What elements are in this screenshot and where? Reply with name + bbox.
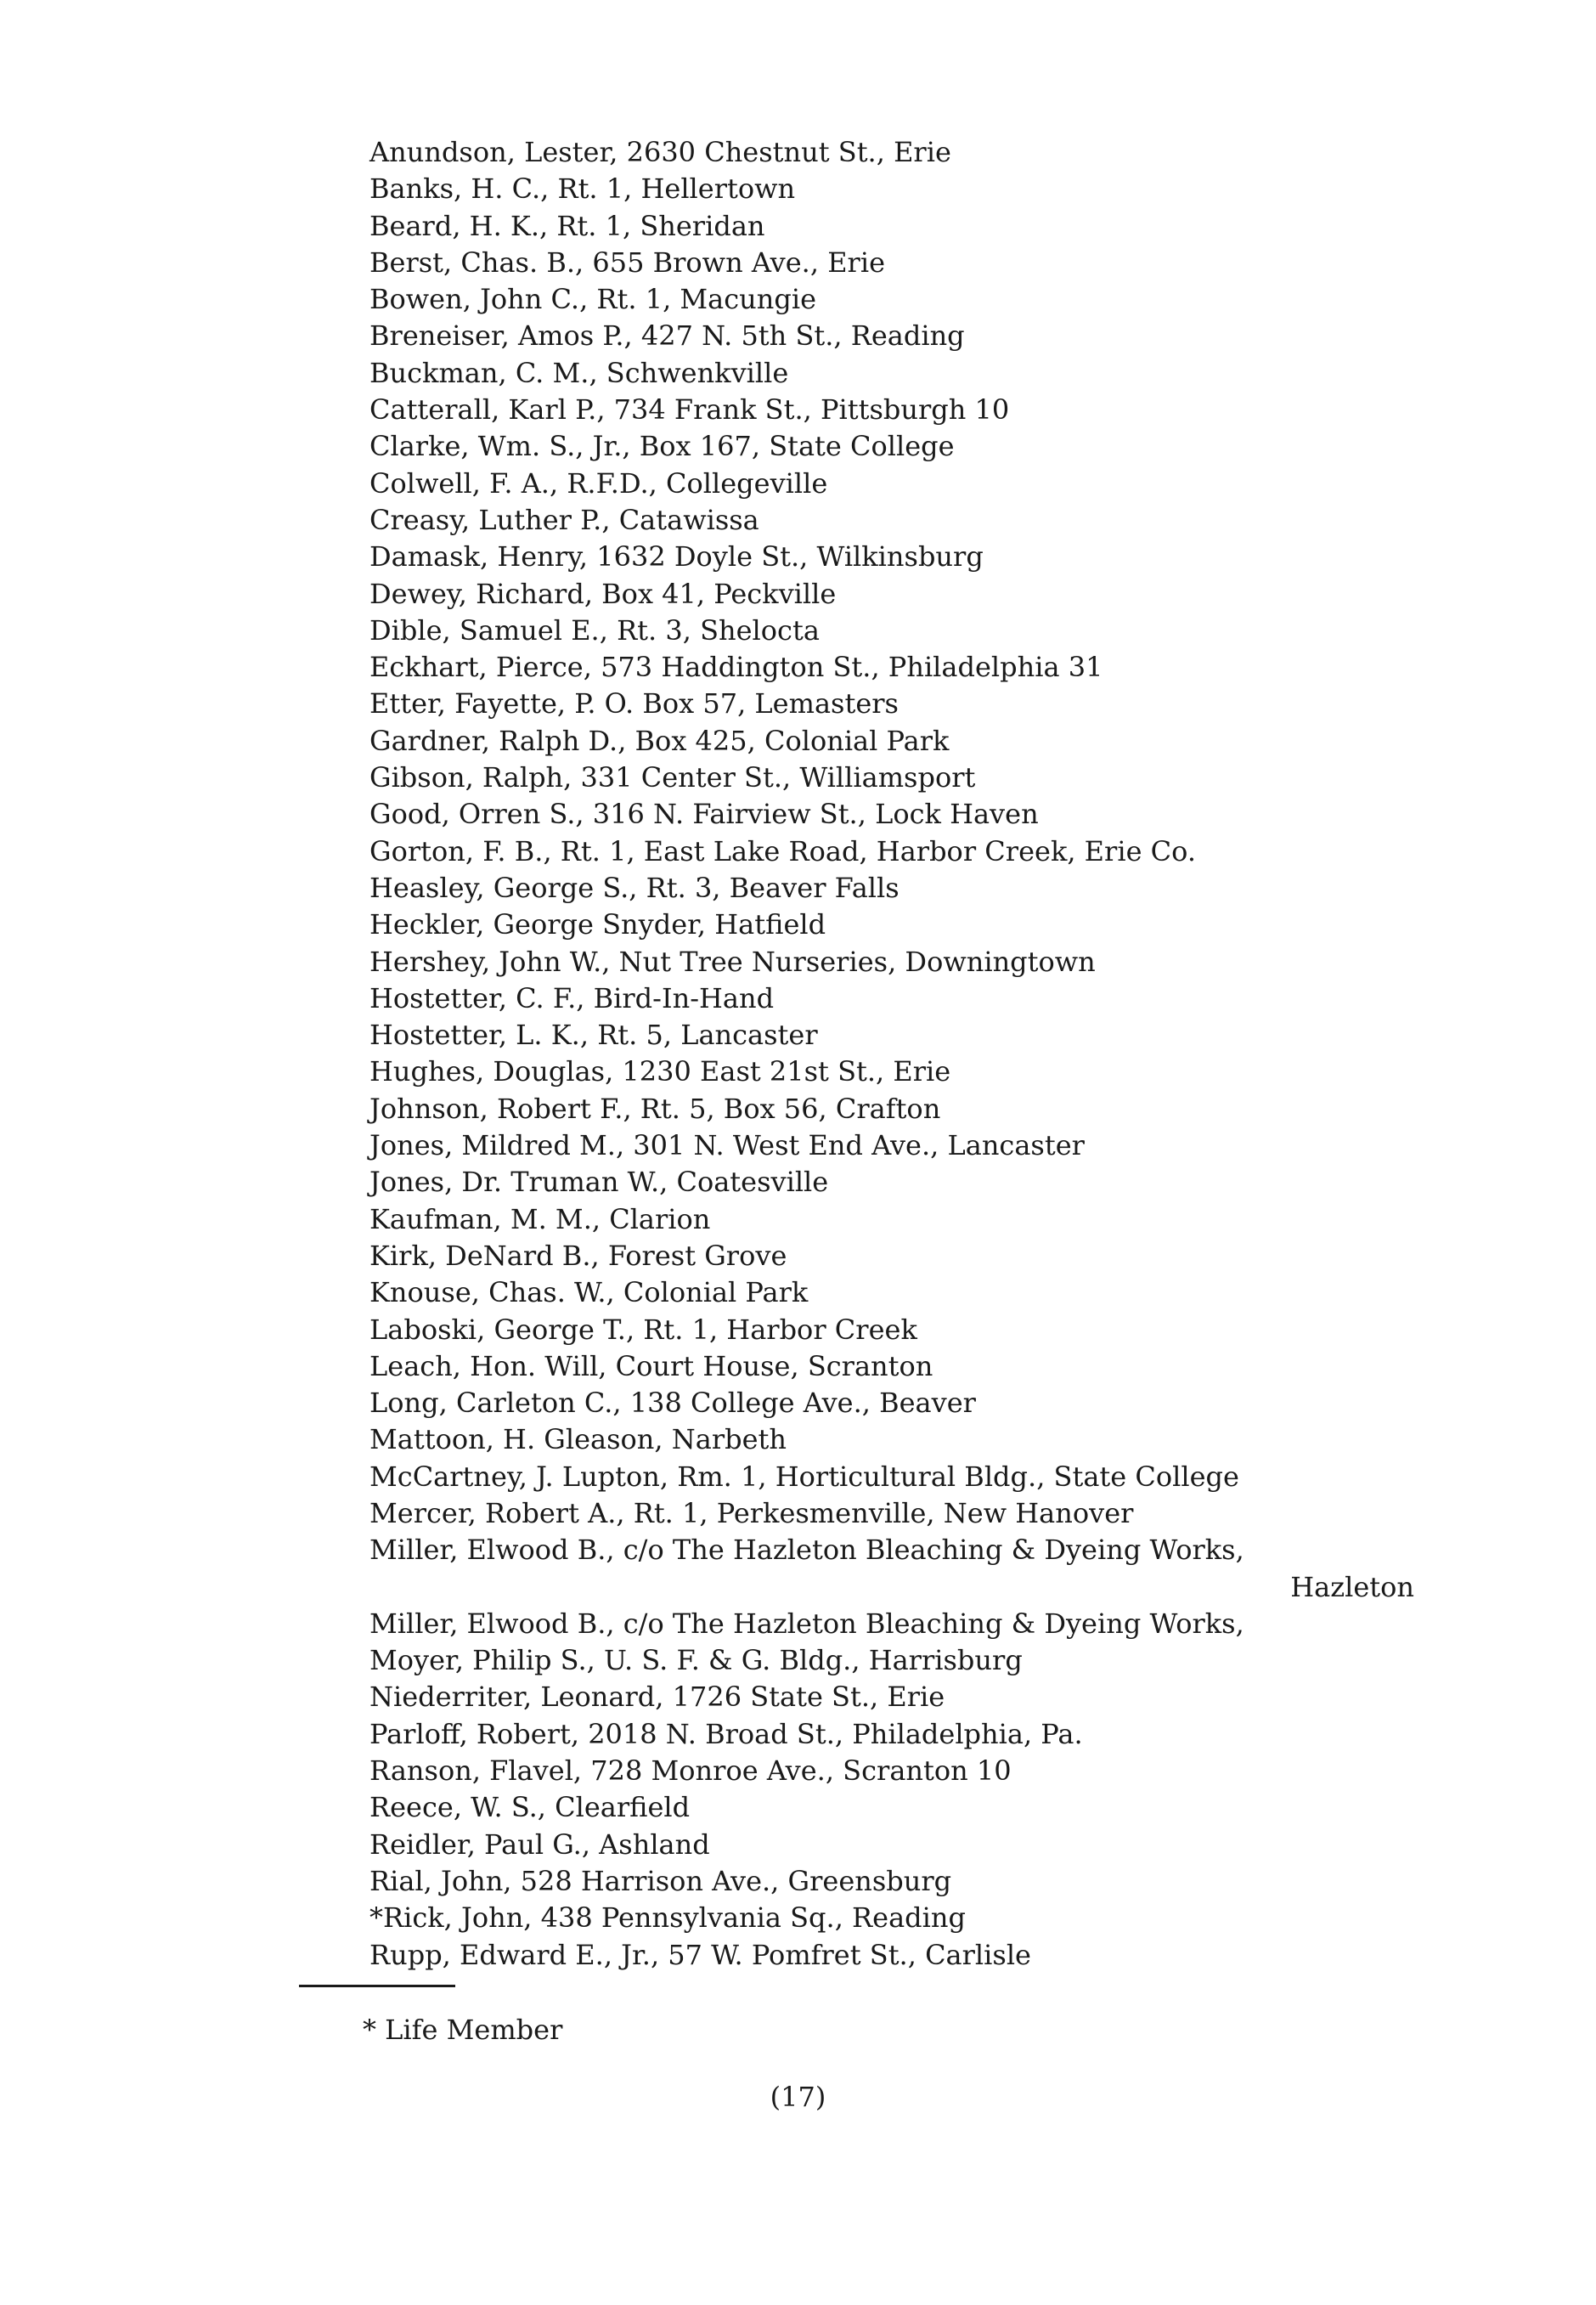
list-item: Reece, W. S., Clearfield <box>369 1791 691 1824</box>
list-item: Laboski, George T., Rt. 1, Harbor Creek <box>369 1313 917 1346</box>
list-item: Breneiser, Amos P., 427 N. 5th St., Reading <box>369 319 965 353</box>
list-item: Anundson, Lester, 2630 Chestnut St., Erie <box>369 136 951 168</box>
list-item: Knouse, Chas. W., Colonial Park <box>369 1276 809 1309</box>
list-item: Heasley, George S., Rt. 3, Beaver Falls <box>369 871 900 904</box>
list-item: Catterall, Karl P., 734 Frank St., Pittsburgh 10 <box>369 393 1010 427</box>
list-item: Dible, Samuel E., Rt. 3, Shelocta <box>369 613 820 647</box>
list-item: Damask, Henry, 1632 Doyle St., Wilkinsburg <box>369 540 984 573</box>
list-item-continuation: Hazleton <box>1290 1570 1414 1603</box>
list-item: *Rick, John, 438 Pennsylvania Sq., Reading <box>369 1901 966 1935</box>
list-item: Niederriter, Leonard, 1726 State St., Erie <box>369 1681 945 1714</box>
list-item: Ranson, Flavel, 728 Monroe Ave., Scranton 10 <box>369 1754 1012 1788</box>
list-item: Moyer, Philip S., U. S. F. & G. Bldg., Harrisburg <box>369 1644 1023 1677</box>
list-item: Jones, Mildred M., 301 N. West End Ave., Lancaster <box>369 1129 1085 1162</box>
list-item: Hershey, John W., Nut Tree Nurseries, Downingtown <box>369 945 1096 978</box>
list-item: Good, Orren S., 316 N. Fairview St., Lock Haven <box>369 798 1039 831</box>
page-number: (17) <box>770 2081 826 2113</box>
list-item: Beard, H. K., Rt. 1, Sheridan <box>369 209 765 242</box>
list-item: McCartney, J. Lupton, Rm. 1, Horticultural Bldg., State College <box>369 1460 1239 1493</box>
list-item: Eckhart, Pierce, 573 Haddington St., Philadelphia 31 <box>369 651 1103 684</box>
list-item: Rupp, Edward E., Jr., 57 W. Pomfret St., Carlisle <box>369 1938 1031 1971</box>
list-item: Etter, Fayette, P. O. Box 57, Lemasters <box>369 687 899 720</box>
footnote: * Life Member <box>363 2014 563 2046</box>
list-item: Mercer, Robert A., Rt. 1, Perkesmenville, New Hanover <box>369 1496 1134 1529</box>
list-item: Reidler, Paul G., Ashland <box>369 1828 710 1861</box>
list-item: Gardner, Ralph D., Box 425, Colonial Park <box>369 724 950 757</box>
list-item: Long, Carleton C., 138 College Ave., Beaver <box>369 1387 976 1420</box>
list-item: Dewey, Richard, Box 41, Peckville <box>369 577 837 610</box>
list-item: Colwell, F. A., R.F.D., Collegeville <box>369 466 828 500</box>
list-item: Mattoon, H. Gleason, Narbeth <box>369 1423 787 1456</box>
list-item: Berst, Chas. B., 655 Brown Ave., Erie <box>369 246 886 279</box>
footnote-divider <box>299 1985 455 1987</box>
list-item: Hostetter, C. F., Bird-In-Hand <box>369 981 775 1014</box>
member-list <box>369 134 1414 1974</box>
list-item: Miller, Elwood B., c/o The Hazleton Bleaching & Dyeing Works, <box>369 1534 1244 1567</box>
list-item: Parloff, Robert, 2018 N. Broad St., Philadelphia, Pa. <box>369 1717 1083 1750</box>
list-item: Rial, John, 528 Harrison Ave., Greensburg <box>369 1864 952 1897</box>
list-item: Jones, Dr. Truman W., Coatesville <box>369 1166 829 1199</box>
list-item: Buckman, C. M., Schwenkville <box>369 356 789 389</box>
list-item: Hostetter, L. K., Rt. 5, Lancaster <box>369 1019 818 1052</box>
list-item: Bowen, John C., Rt. 1, Macungie <box>369 283 817 316</box>
list-item: Creasy, Luther P., Catawissa <box>369 503 759 536</box>
list-item: Johnson, Robert F., Rt. 5, Box 56, Crafton <box>369 1092 941 1125</box>
list-item: Hughes, Douglas, 1230 East 21st St., Erie <box>369 1055 951 1088</box>
list-item: Miller, Elwood B., c/o The Hazleton Bleaching & Dyeing Works, <box>369 1607 1244 1640</box>
list-item: Gorton, F. B., Rt. 1, East Lake Road, Harbor Creek, Erie Co. <box>369 834 1197 867</box>
list-item: Kirk, DeNard B., Forest Grove <box>369 1239 787 1272</box>
list-item: Gibson, Ralph, 331 Center St., Williamsport <box>369 761 976 794</box>
list-item: Kaufman, M. M., Clarion <box>369 1202 711 1235</box>
list-item: Banks, H. C., Rt. 1, Hellertown <box>369 172 796 206</box>
list-item: Leach, Hon. Will, Court House, Scranton <box>369 1349 933 1382</box>
list-item: Heckler, George Snyder, Hatfield <box>369 908 826 941</box>
list-item: Clarke, Wm. S., Jr., Box 167, State College <box>369 430 955 463</box>
